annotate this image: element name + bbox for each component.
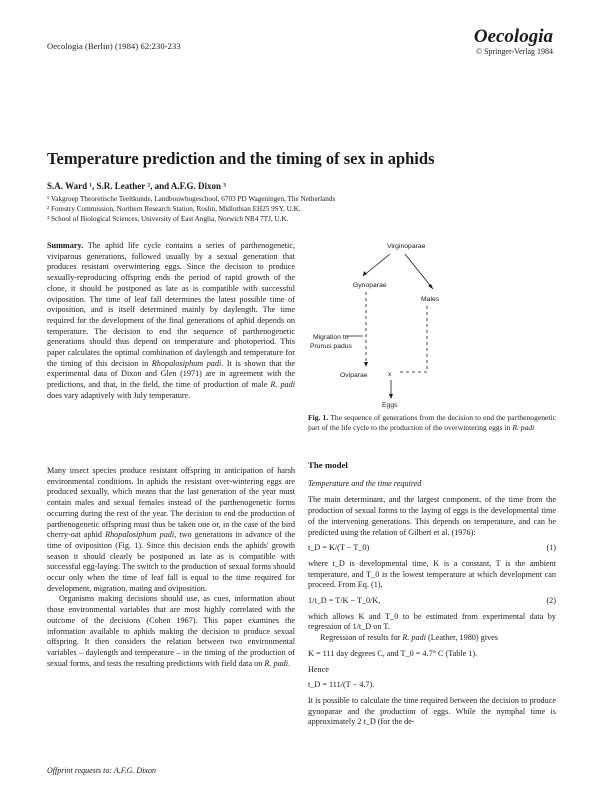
affiliation-1: ¹ Vakgroep Theoretische Teeltkunde, Landbouwhogeschool, 6703 PD Wageningen, The Netherlands [47,195,336,203]
label-cross: x [388,371,392,378]
model-heading: The model [308,460,348,470]
intro-p2-a: Organisms making decisions should use, as cues, information about those environmental variables that are most highly correlated with the outcome of the decisions (Cohen 1967). This paper examines the information available to aphids making the decision to produce sexual offspring. It then considers the relation between two environmental variables – daylength and temperature – in the timing of the production of sexual forms, and tests the resulting predictions with field data on [47,594,295,668]
running-head: Oecologia (Berlin) (1984) 62:230-233 [47,41,181,51]
model-paragraph-6: Hence [308,664,329,674]
equation-3 [308,680,556,691]
equation-2-number: (2) [546,596,556,606]
arrow-to-gynoparae [363,254,390,276]
model-paragraph-4 [308,633,556,644]
label-males: Males [421,296,440,303]
model-paragraph-5: K = 111 day degrees C, and T_0 = 4.7° C (Table 1). [308,648,478,658]
equation-3-text: t_D = 111/(T − 4.7). [308,680,375,690]
intro-paragraph-2 [47,594,295,669]
caption-species: R. padi [512,423,535,432]
summary-text-c: does vary adaptively with July temperature. [47,390,191,400]
article-title: Temperature prediction and the timing of sex in aphids [47,149,435,168]
caption-label: Fig. 1. [308,413,329,422]
model-subheading: Temperature and the time required [308,478,422,488]
figure-1-caption [308,413,556,433]
model-paragraph-3: which allows K and T_0 to be estimated from experimental data by regression of 1/t_D on T. [308,611,556,632]
summary-paragraph [47,241,295,402]
label-oviparae: Oviparae [340,372,368,379]
model-p4-b: (Leather, 1980) gives [425,633,498,643]
label-eggs: Eggs [382,402,398,409]
label-virginoparae: Virginoparae [387,243,426,250]
model-paragraph-2: where t_D is developmental time, K is a constant, T is the ambient temperature, and T_0 is the lowest temperature at which development can proceed. From Eq. (1), [308,558,556,590]
summary-block [47,241,295,402]
label-migration-1: Migration to [313,334,349,341]
article-authors: S.A. Ward ¹, S.R. Leather ², and A.F.G. Dixon ³ [47,181,226,191]
figure-1-diagram [305,236,555,411]
caption-text: The sequence of generations from the decision to end the parthenogenetic part of the life cycle to the production of the overwintering eggs in [308,413,556,432]
arrowhead-oviparae [364,362,368,367]
model-paragraph-7: It is possible to calculate the time required between the decision to produce gynoparae and the production of eggs. While the nymphal time is approximately 2 t_D (for the de- [308,695,556,727]
arrow-to-males [405,254,433,289]
intro-paragraph-1 [47,466,295,594]
arrowhead-eggs [389,394,393,399]
equation-2 [308,596,556,607]
equation-1-text: t_D = K/(T − T_0) [308,543,370,553]
affiliations [47,194,567,224]
equation-1-number: (1) [546,543,556,553]
model-paragraph-1: The main determinant, and the largest component, of the time from the production of sexual forms to the laying of eggs is the developmental time of the intervening generations. This depends on temperature, and can be predicted using the relation of Gilbert et al. (1976): [308,495,556,537]
summary-text-a: The aphid life cycle contains a series of parthenogenetic, viviparous generations, followed usually by a sexual generation that produces resistant overwintering eggs. Since the decision to produce sexually-reproducing offspring ends the period of rapid growth of the clone, it should be postponed as late as is compatible with successful oviposition. The time of leaf fall determines the latest possible time of oviposition, and is itself determined mainly by daylength. The time required for the development of the final generations of aphid depends on temperature. The decision to end the sequence of parthenogenetic generations should thus depend on temperature and photoperiod. This paper calculates the optimal combination of daylength and temperature for the timing of this decision in [47,241,295,368]
offprint-footnote: Offprint requests to: A.F.G. Dixon [47,766,156,775]
equation-1 [308,543,556,554]
label-gynoparae: Gynoparae [353,282,387,289]
intro-p2-species: R. padi [264,658,289,668]
summary-label: Summary. [47,241,84,250]
summary-text-b: . It is shown that the experimental data of Dixon and Glen (1971) are in agreement with the predictions, and that, in the field, the time of production of male [47,358,296,390]
model-p4-species: R. padi [402,633,426,643]
arrowhead-males [428,284,433,289]
affiliation-3: ³ School of Biological Sciences, University of East Anglia, Norwich NR4 7TJ, U.K. [47,215,289,223]
summary-species-a: Rhopalosiphum padi [151,358,222,368]
introduction-block [47,466,295,669]
model-section [308,460,556,728]
model-p4-a: Regression of results for [320,633,403,643]
intro-p2-b: . [288,658,291,668]
publisher-line: © Springer-Verlag 1984 [475,47,553,56]
equation-2-text: 1/t_D = T/K − T_0/K, [308,596,381,606]
summary-species-b: R. padi [270,380,295,390]
intro-p1-a: Many insect species produce resistant offspring in anticipation of harsh environmental conditions. In aphids the resistant over-wintering eggs are produced sexually, which means that the last generation of the year must contain males and sexual females instead of the parthenogenetic forms occurring during the rest of the year. The decision to end the production of parthenogenetic offspring must thus be taken one or, in the case of the bird cherry-oat aphid [47,466,295,540]
journal-name: Oecologia [473,26,553,47]
arrowhead-gynoparae [363,271,367,276]
intro-p1-b: , two generations in advance of the time of oviposition (Fig. 1). Since this decision ends the aphids' growth season it should clearly be postponed as late as is compatible with successful egg-laying. The switch to the production of sexual forms should occur only when the time of leaf fall is equal to the time required for development, migration, mating and oviposition. [47,530,295,593]
intro-p1-species: Rhopalosiphum padi [105,530,175,540]
affiliation-2: ² Forestry Commission, Northern Research Station, Roslin, Midlothian EH25 9SY, U.K. [47,205,301,213]
label-migration-2: Prunus padus [310,343,352,350]
